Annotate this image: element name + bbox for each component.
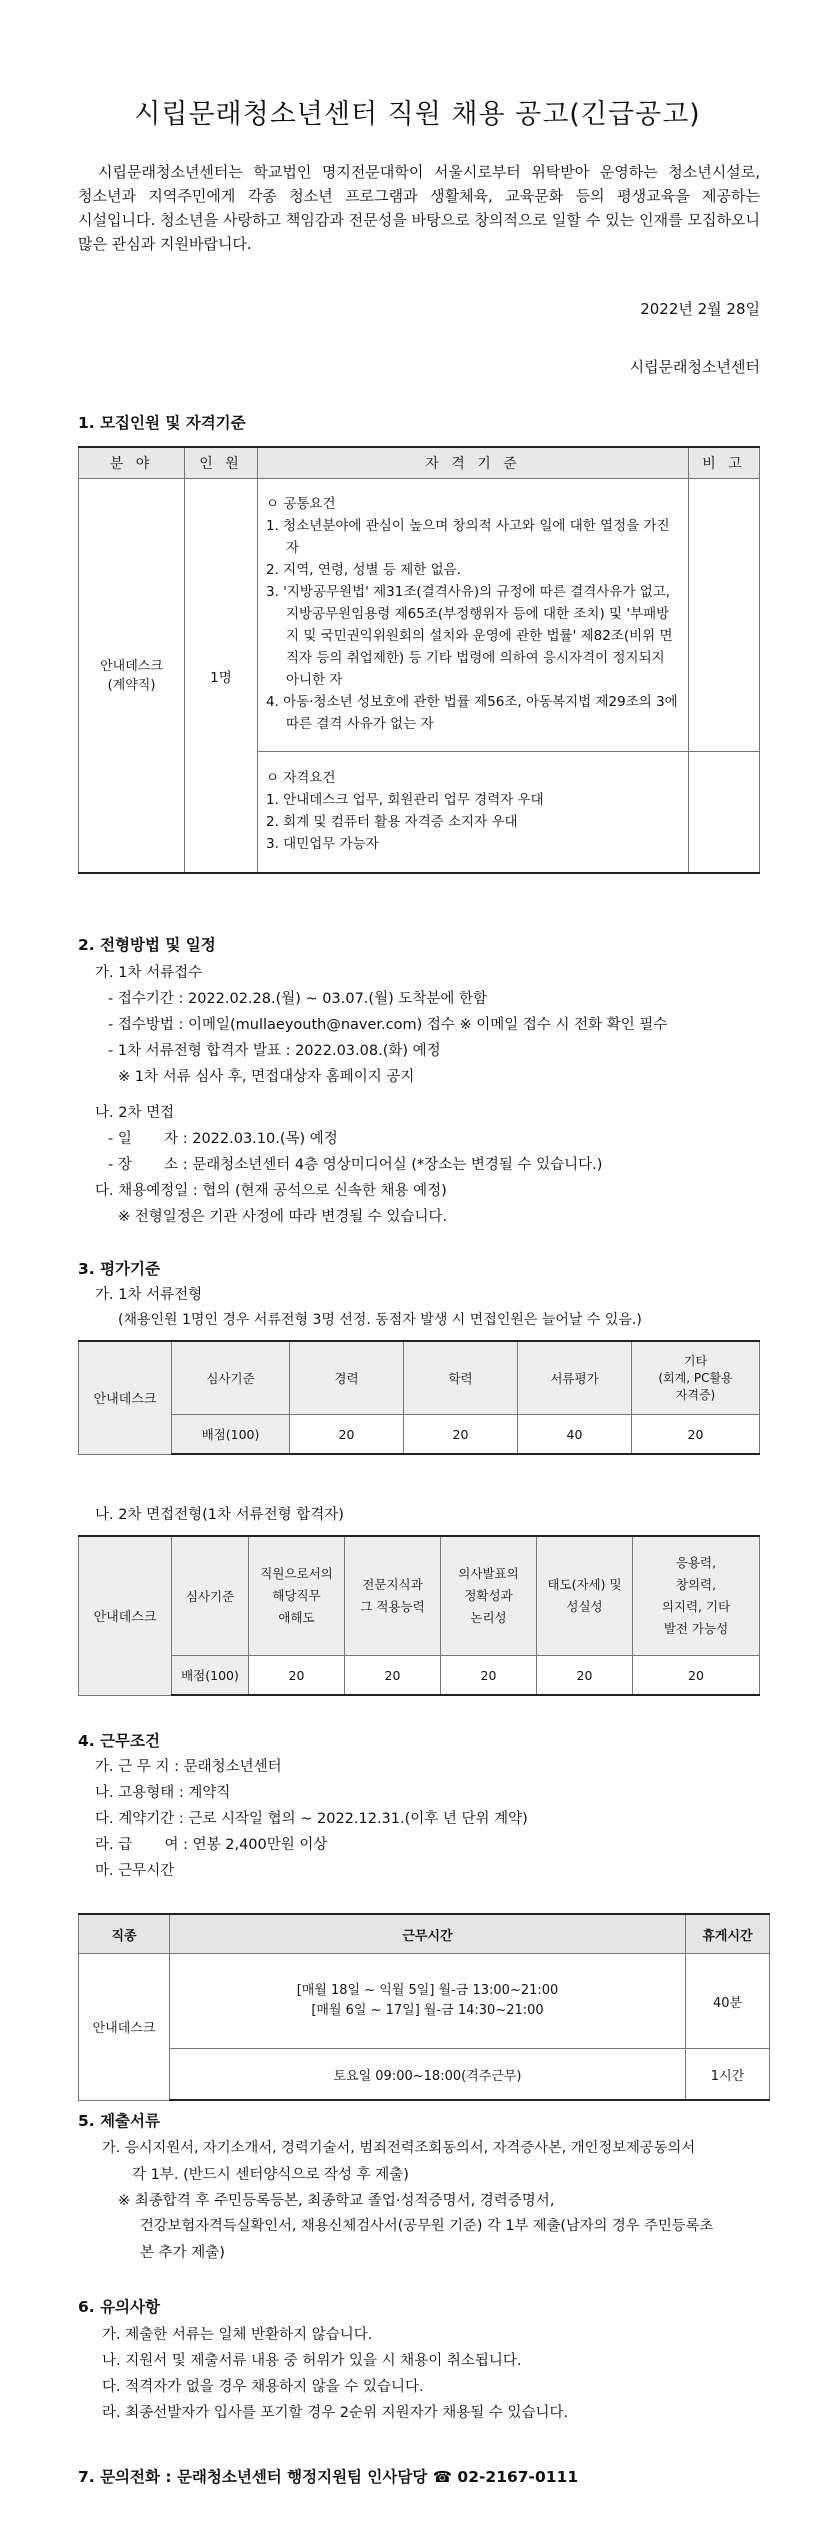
field-cell — [79, 479, 185, 874]
common-item: 3. '지방공무원법' 제31조(결격사유)의 규정에 따른 결격사유가 없고, 지방공무원임용령 제65조(부정행위자 등에 대한 조치) 및 '부패방지 및 국민권익위원회의 설치와 운영에 관한 법률' 제82조(비위 면직자 등의 취업제한) 등 기타 법령에 의하여 응시자격이 정지되지 아니한 자 — [266, 584, 673, 688]
section-3-title: 3. 평가기준 — [78, 1260, 160, 1278]
qual-item: 1. 안내데스크 업무, 회원관리 업무 경력자 우대 — [266, 792, 544, 808]
t2-value: 20 — [345, 1656, 441, 1696]
t2-field-label: 안내데스크 — [79, 1536, 172, 1695]
t4-break: 40분 — [686, 1954, 770, 2049]
qualification-requirements — [258, 752, 689, 874]
interview-screening-table — [78, 1535, 760, 1696]
qual-item: 2. 회계 및 컴퓨터 활용 자격증 소지자 우대 — [266, 814, 518, 830]
s4-line: 마. 근무시간 — [95, 1863, 175, 1879]
s2-note: ※ 1차 서류 심사 후, 면접대상자 홈페이지 공지 — [118, 1069, 415, 1085]
common-heading: ㅇ 공통요건 — [266, 496, 336, 512]
intro-paragraph: 시립문래청소년센터는 학교법인 명지전문대학이 서울시로부터 위탁받아 운영하는 청소년시설로, 청소년과 지역주민에게 각종 청소년 프로그램과 생활체육, 교육문화 등의 평생교육을 제공하는 시설입니다. 청소년을 사랑하고 책임감과 전문성을 바탕으로 창의적으로 일할 수 있는 인재를 모집하오니 많은 관심과 지원바랍니다. — [78, 163, 760, 253]
qual-heading: ㅇ 자격요건 — [266, 770, 336, 786]
t1-field-label: 안내데스크 — [79, 1341, 172, 1454]
t4-header: 휴게시간 — [686, 1914, 770, 1954]
section-2-title: 2. 전형방법 및 일정 — [78, 936, 216, 954]
s6-line: 가. 제출한 서류는 일체 반환하지 않습니다. — [102, 2327, 373, 2343]
t2-row-label: 배점(100) — [172, 1656, 249, 1696]
section-1-title: 1. 모집인원 및 자격기준 — [78, 414, 246, 432]
s5-line: 각 1부. (반드시 센터양식으로 작성 후 제출) — [132, 2167, 409, 2183]
s5-note: ※ 최종합격 후 주민등록등본, 최종학교 졸업·성적증명서, 경력증명서, — [118, 2193, 555, 2209]
t1-header: 학력 — [404, 1341, 518, 1415]
s5-line: 가. 응시지원서, 자기소개서, 경력기술서, 범죄전력조회동의서, 자격증사본, 개인정보제공동의서 — [102, 2140, 696, 2156]
t1-header: 서류평가 — [518, 1341, 632, 1415]
t2-header: 응용력, 창의력, 의지력, 기타 발전 가능성 — [633, 1536, 760, 1656]
t2-value: 20 — [441, 1656, 537, 1696]
s2-note: ※ 전형일정은 기관 사정에 따라 변경될 수 있습니다. — [118, 1209, 448, 1225]
t2-value: 20 — [249, 1656, 345, 1696]
s3-item-a: 가. 1차 서류전형 — [95, 1287, 203, 1303]
t4-hours-line: [매월 18일 ~ 익월 5일] 월-금 13:00~21:00 — [296, 1983, 559, 1998]
s2-item-c: 다. 채용예정일 : 협의 (현재 공석으로 신속한 채용 예정) — [95, 1183, 447, 1199]
common-requirements — [258, 479, 689, 752]
t1-value: 20 — [632, 1415, 760, 1455]
s3-note: (채용인원 1명인 경우 서류전형 3명 선정. 동점자 발생 시 면접인원은 늘어날 수 있음.) — [118, 1312, 642, 1328]
remarks-cell — [689, 479, 760, 752]
t2-header: 전문지식과 그 적용능력 — [345, 1536, 441, 1656]
common-item: 2. 지역, 연령, 성별 등 제한 없음. — [266, 562, 461, 578]
header-field: 분 야 — [79, 447, 185, 479]
t4-job: 안내데스크 — [79, 1954, 170, 2101]
common-item: 1. 청소년분야에 관심이 높으며 창의적 사고와 일에 대한 열정을 가진 자 — [266, 518, 670, 556]
t2-header: 태도(자세) 및 성실성 — [537, 1536, 633, 1656]
t2-header: 의사발표의 정확성과 논리성 — [441, 1536, 537, 1656]
s2-item-b: 나. 2차 면접 — [95, 1105, 175, 1121]
announcement-date: 2022년 2월 28일 — [640, 300, 760, 318]
s2-item-a: 가. 1차 서류접수 — [95, 965, 203, 981]
t4-header: 근무시간 — [170, 1914, 686, 1954]
common-item: 4. 아동·청소년 성보호에 관한 법률 제56조, 아동복지법 제29조의 3에 따른 결격 사유가 없는 자 — [266, 694, 678, 732]
t4-break: 1시간 — [686, 2049, 770, 2101]
s2-line: - 일 자 : 2022.03.10.(목) 예정 — [108, 1131, 338, 1147]
work-hours-table — [78, 1913, 770, 2101]
document-screening-table — [78, 1340, 760, 1455]
header-remarks: 비 고 — [689, 447, 760, 479]
s2-line: - 장 소 : 문래청소년센터 4층 영상미디어실 (*장소는 변경될 수 있습니다.) — [108, 1157, 603, 1173]
s5-note: 건강보험자격득실확인서, 채용신체검사서(공무원 기준) 각 1부 제출(남자의 경우 주민등록초 — [140, 2218, 714, 2234]
page-title: 시립문래청소년센터 직원 채용 공고(긴급공고) — [134, 99, 701, 130]
section-6-title: 6. 유의사항 — [78, 2298, 160, 2316]
s4-line: 나. 고용형태 : 계약직 — [95, 1785, 231, 1801]
t2-header: 직원으로서의 해당직무 애해도 — [249, 1536, 345, 1656]
t1-value: 20 — [290, 1415, 404, 1455]
t4-saturday-hours: 토요일 09:00~18:00(격주근무) — [170, 2049, 686, 2101]
remarks-cell — [689, 752, 760, 874]
s4-line: 다. 계약기간 : 근로 시작일 협의 ~ 2022.12.31.(이후 년 단위 계약) — [95, 1811, 528, 1827]
t4-hours-line: [매월 6일 ~ 17일] 월-금 14:30~21:00 — [311, 2003, 544, 2018]
count-cell: 1명 — [185, 479, 258, 874]
s2-line: - 접수기간 : 2022.02.28.(월) ~ 03.07.(월) 도착분에 한함 — [108, 991, 487, 1007]
s6-line: 나. 지원서 및 제출서류 내용 중 허위가 있을 시 채용이 취소됩니다. — [102, 2353, 522, 2369]
field-name: 안내데스크 — [100, 658, 163, 674]
t1-row-label: 배점(100) — [172, 1415, 290, 1455]
t2-value: 20 — [633, 1656, 760, 1696]
t1-value: 40 — [518, 1415, 632, 1455]
t1-header: 심사기준 — [172, 1341, 290, 1415]
s6-line: 라. 최종선발자가 입사를 포기할 경우 2순위 지원자가 채용될 수 있습니다. — [102, 2405, 569, 2421]
header-qualification: 자 격 기 준 — [258, 447, 689, 479]
t1-value: 20 — [404, 1415, 518, 1455]
header-count: 인 원 — [185, 447, 258, 479]
s3-item-b: 나. 2차 면접전형(1차 서류전형 합격자) — [95, 1507, 344, 1523]
field-sub: (계약직) — [107, 677, 156, 693]
section-5-title: 5. 제출서류 — [78, 2112, 160, 2130]
t2-value: 20 — [537, 1656, 633, 1696]
t2-header: 심사기준 — [172, 1536, 249, 1656]
t4-weekday-hours — [170, 1954, 686, 2049]
t1-header: 기타 (회계, PC활용 자격증) — [632, 1341, 760, 1415]
section-4-title: 4. 근무조건 — [78, 1732, 160, 1750]
t1-header: 경력 — [290, 1341, 404, 1415]
s4-line: 라. 급 여 : 연봉 2,400만원 이상 — [95, 1837, 328, 1853]
section-7-contact: 7. 문의전화 : 문래청소년센터 행정지원팀 인사담당 ☎ 02-2167-0111 — [78, 2468, 579, 2486]
organization-name: 시립문래청소년센터 — [629, 358, 760, 376]
s5-note: 본 추가 제출) — [140, 2245, 225, 2261]
s2-line: - 접수방법 : 이메일(mullaeyouth@naver.com) 접수 ※ 이메일 접수 시 전화 확인 필수 — [108, 1017, 668, 1033]
s4-line: 가. 근 무 지 : 문래청소년센터 — [95, 1759, 282, 1775]
qual-item: 3. 대민업무 가능자 — [266, 836, 379, 852]
recruitment-table — [78, 446, 760, 874]
s6-line: 다. 적격자가 없을 경우 채용하지 않을 수 있습니다. — [102, 2379, 424, 2395]
s2-line: - 1차 서류전형 합격자 발표 : 2022.03.08.(화) 예정 — [108, 1043, 441, 1059]
t4-header: 직종 — [79, 1914, 170, 1954]
